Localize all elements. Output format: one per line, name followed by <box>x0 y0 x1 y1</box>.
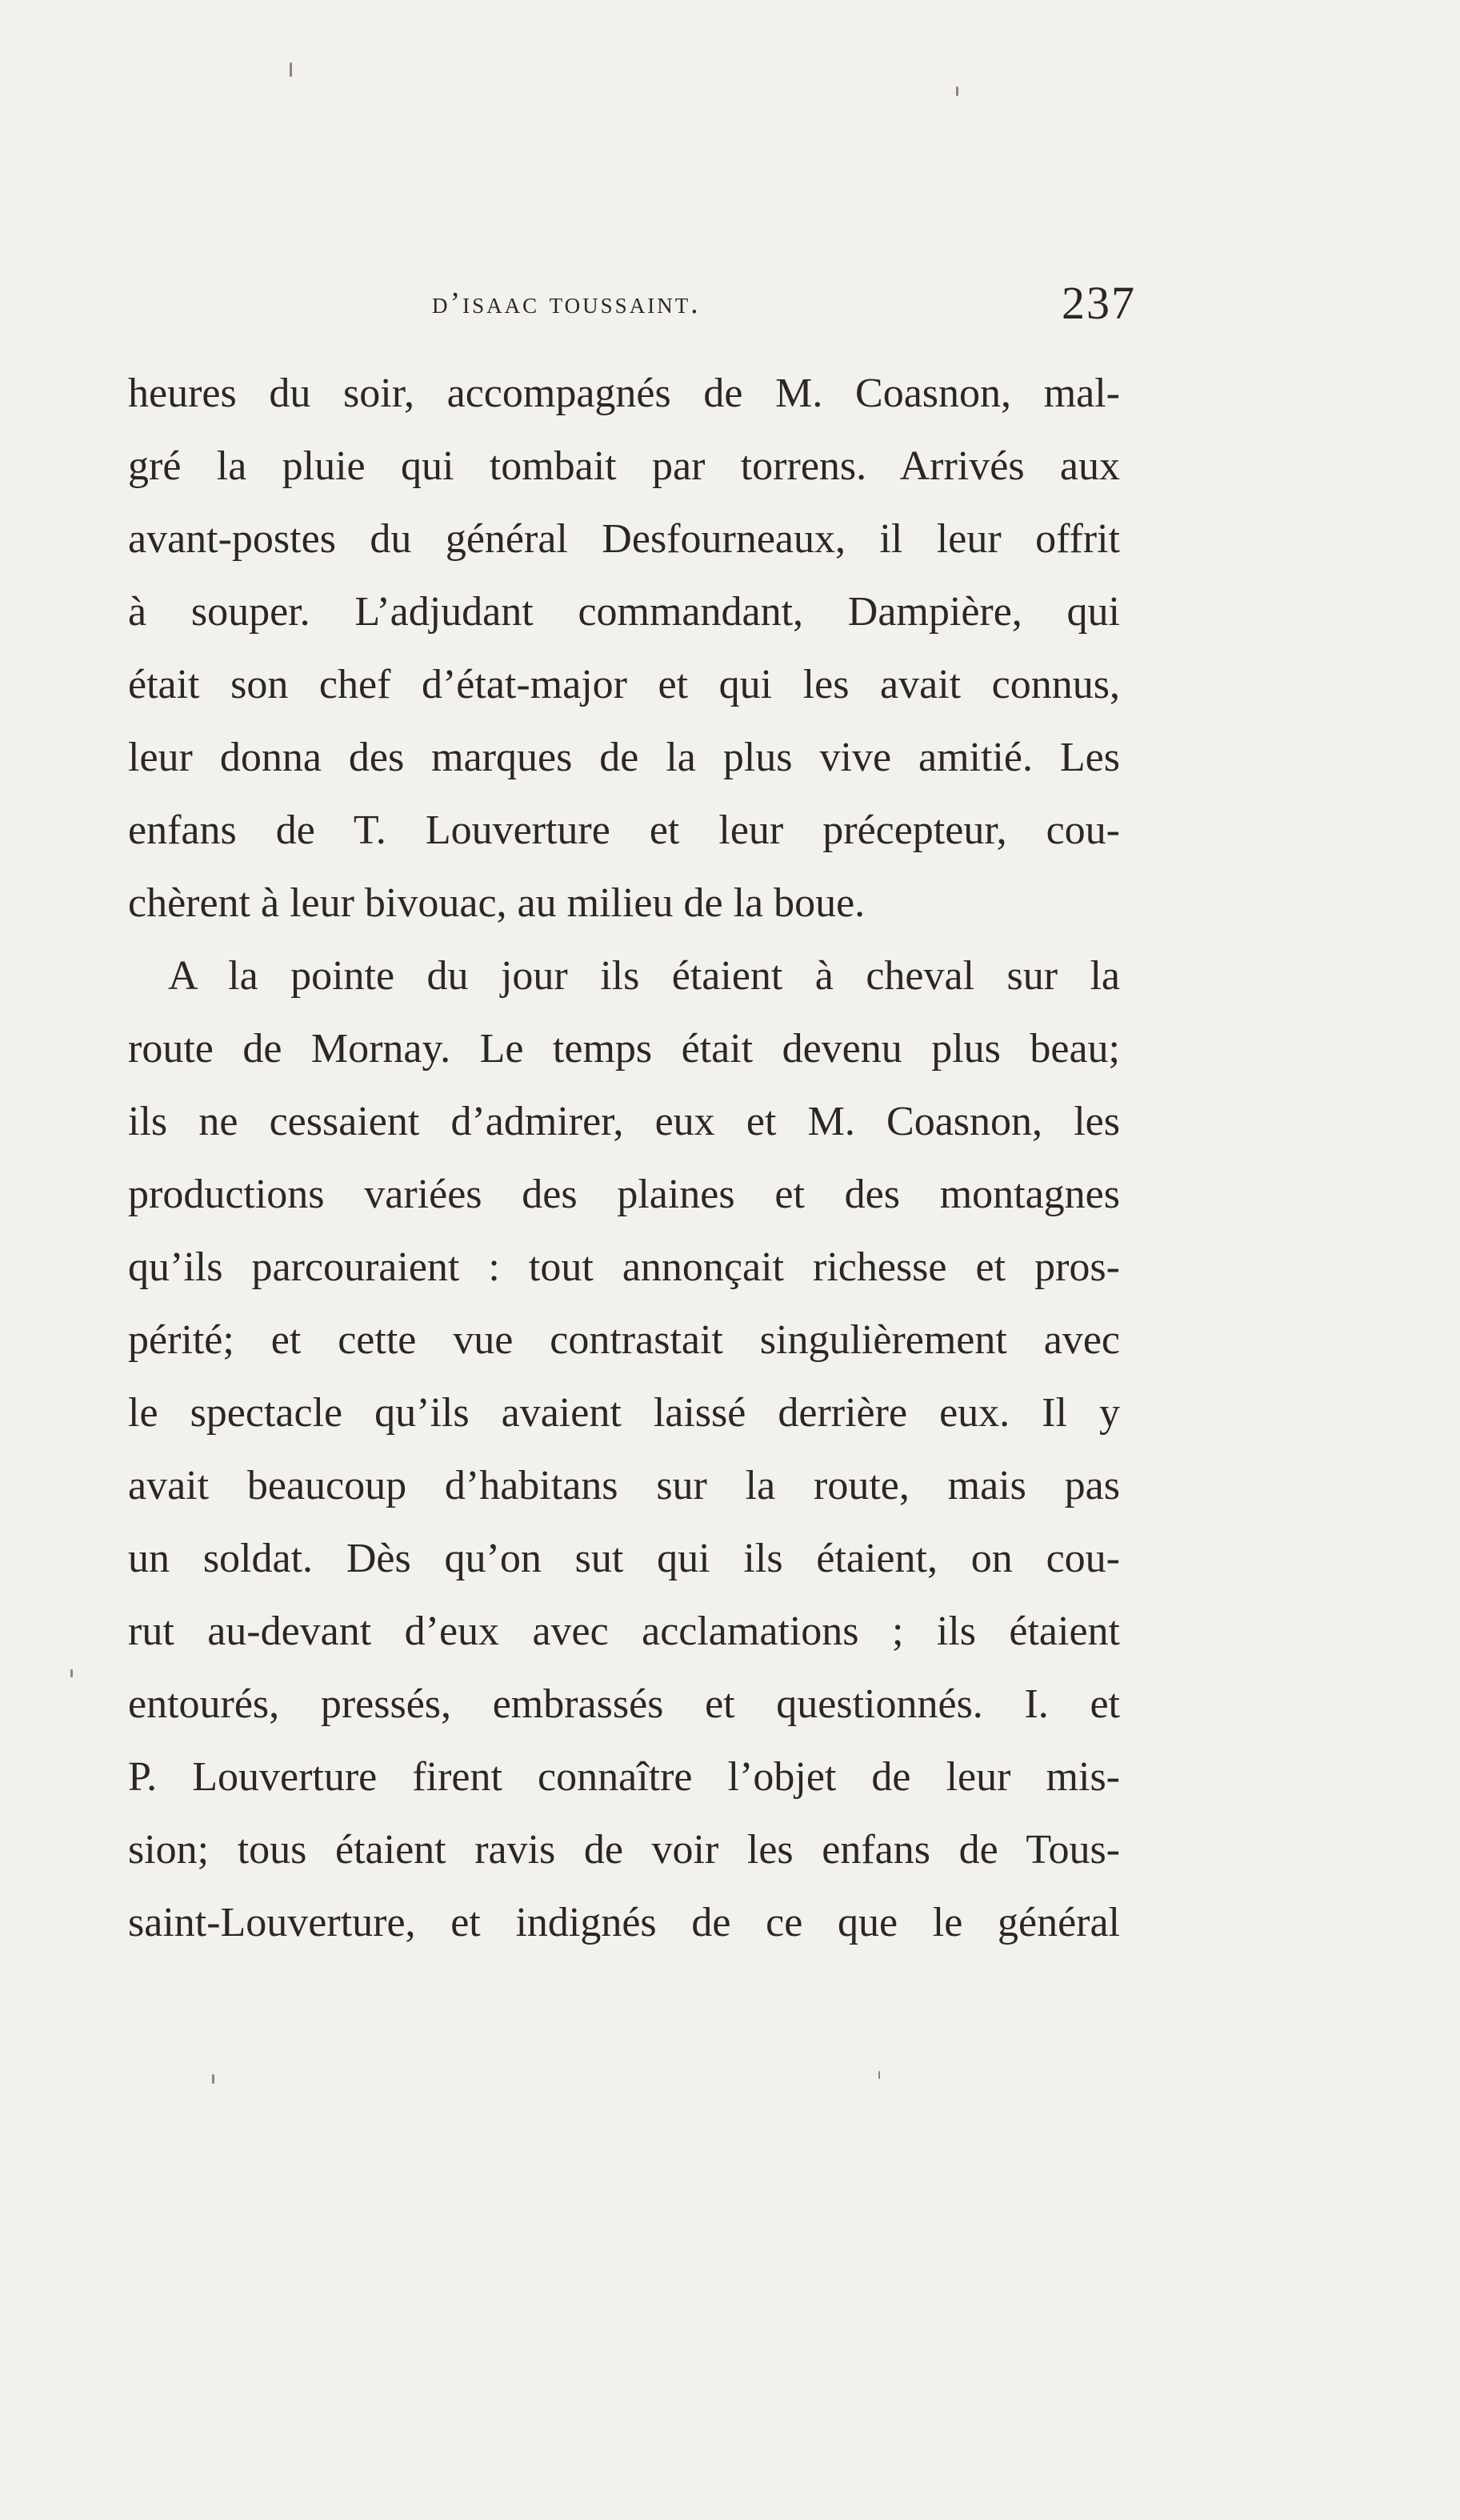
running-head <box>120 276 1136 332</box>
text-line: sion; tous étaient ravis de voir les enfans de Tous- <box>128 1827 1120 1873</box>
text-line: périté; et cette vue contrastait singulièrement avec <box>128 1317 1120 1363</box>
text-line: à souper. L’adjudant commandant, Dampière, qui <box>128 589 1120 635</box>
text-line: P. Louverture firent connaître l’objet de leur mis- <box>128 1754 1120 1800</box>
text-line: qu’ils parcouraient : tout annonçait richesse et pros- <box>128 1244 1120 1290</box>
text-line: route de Mornay. Le temps était devenu plus beau; <box>128 1026 1120 1072</box>
text-line: saint-Louverture, et indignés de ce que le général <box>128 1900 1120 1945</box>
text-line: heures du soir, accompagnés de M. Coasnon, mal- <box>128 371 1120 416</box>
text-line: gré la pluie qui tombait par torrens. Arrivés aux <box>128 443 1120 489</box>
text-line: rut au-devant d’eux avec acclamations ; ils étaient <box>128 1609 1120 1654</box>
paper-speck <box>70 1669 73 1677</box>
text-line: ils ne cessaient d’admirer, eux et M. Coasnon, les <box>128 1099 1120 1144</box>
paper-speck <box>290 62 292 77</box>
paper-speck <box>212 2074 214 2084</box>
text-line: chèrent à leur bivouac, au milieu de la boue. <box>128 880 866 926</box>
body-text <box>128 357 1120 1959</box>
text-line: A la pointe du jour ils étaient à cheval sur la <box>168 953 1120 999</box>
text-line: un soldat. Dès qu’on sut qui ils étaient, on cou- <box>128 1536 1120 1581</box>
page-number: 237 <box>1062 277 1136 329</box>
text-line: productions variées des plaines et des montagnes <box>128 1172 1120 1217</box>
paper-speck <box>878 2071 880 2079</box>
text-line: avait beaucoup d’habitans sur la route, mais pas <box>128 1463 1120 1508</box>
text-line: enfans de T. Louverture et leur précepteur, cou- <box>128 807 1120 853</box>
text-line: le spectacle qu’ils avaient laissé derrière eux. Il y <box>128 1390 1120 1436</box>
running-title: d’isaac toussaint. <box>432 286 701 320</box>
paper-speck <box>956 86 958 96</box>
text-line: entourés, pressés, embrassés et questionnés. I. et <box>128 1681 1120 1727</box>
text-line: était son chef d’état-major et qui les avait connus, <box>128 662 1120 707</box>
text-line: avant-postes du général Desfourneaux, il leur offrit <box>128 516 1120 562</box>
text-line: leur donna des marques de la plus vive amitié. Les <box>128 735 1120 780</box>
